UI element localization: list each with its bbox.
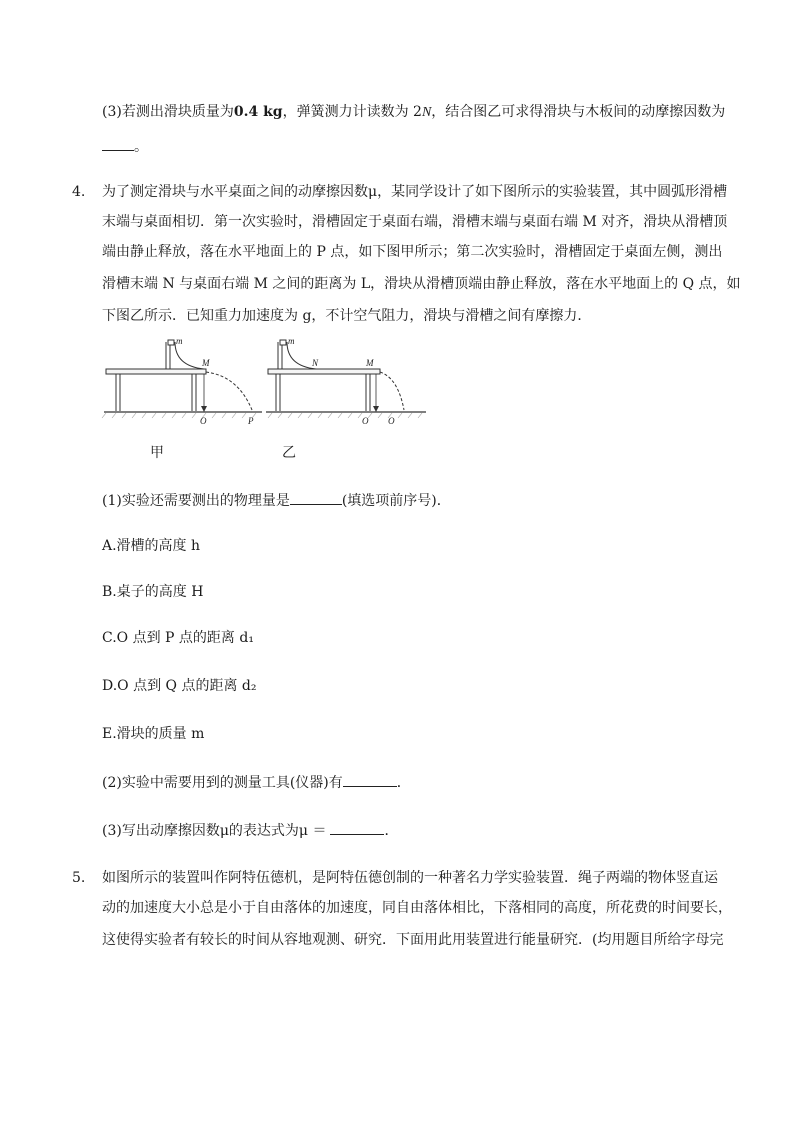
answer-blank[interactable] (102, 136, 134, 151)
option-a: A.滑槽的高度 h (102, 538, 201, 554)
q3-end: 。 (134, 139, 148, 155)
q4-sub1 (102, 490, 451, 511)
answer-blank-2[interactable] (343, 772, 397, 787)
label-m-jia: m (176, 336, 183, 346)
q5-line-3: 这使得实验者有较长的时间从容地观测、研究．下面用此用装置进行能量研究．(均用题目所给字母完 (102, 932, 724, 948)
label-M-jia: M (202, 358, 210, 368)
label-O-jia: O (200, 416, 207, 424)
figure-label-jia: 甲 (150, 445, 164, 461)
answer-blank-1[interactable] (290, 490, 342, 505)
q3-unit: N (421, 105, 432, 120)
figure-label-yi: 乙 (282, 445, 296, 461)
q4-sub2-text: (2)实验中需要用到的测量工具(仪器)有 (102, 775, 343, 791)
q5-number: 5. (72, 870, 86, 886)
apparatus-diagram (100, 334, 430, 424)
option-d: D.O 点到 Q 点的距离 d₂ (102, 678, 257, 694)
q4-line-4: 滑槽末端 N 与桌面右端 M 之间的距离为 L，滑块从滑槽顶端由静止释放，落在水平地面上的 Q 点，如 (102, 276, 741, 292)
label-N: N (312, 358, 319, 368)
table-top-yi (268, 369, 380, 374)
q4-line-2: 末端与桌面相切．第一次实验时，滑槽固定于桌面右端，滑槽末端与桌面右端 M 对齐，滑块从滑槽顶 (102, 214, 728, 230)
label-m-yi: m (288, 336, 295, 346)
option-e: E.滑块的质量 m (102, 726, 205, 742)
q4-sub2 (102, 772, 411, 793)
q4-sub3-end: ． (384, 823, 399, 839)
experiment-figure (100, 334, 430, 464)
trajectory-yi (380, 372, 404, 410)
q4-line-3: 端由静止释放，落在水平地面上的 P 点，如下图甲所示；第二次实验时，滑槽固定于桌面左侧，测出 (102, 244, 723, 260)
q3-text-a: (3)若测出滑块质量为 (102, 104, 234, 120)
q4-sub2-end: ． (396, 775, 411, 791)
answer-blank-3[interactable] (330, 820, 384, 835)
label-M-yi: M (366, 358, 374, 368)
option-b: B.桌子的高度 H (102, 584, 204, 600)
table-top-jia (106, 369, 206, 374)
q4-sub1-text: (1)实验还需要测出的物理量是 (102, 493, 290, 509)
q3-line2 (102, 136, 148, 157)
q4-line-5: 下图乙所示．已知重力加速度为 g，不计空气阻力，滑块与滑槽之间有摩擦力． (102, 308, 592, 324)
q4-number: 4. (72, 184, 86, 200)
q5-line-1: 如图所示的装置叫作阿特伍德机，是阿特伍德创制的一种著名力学实验装置．绳子两端的物体竖直运 (102, 870, 718, 886)
arc-groove-jia (175, 342, 204, 369)
option-c: C.O 点到 P 点的距离 d₁ (102, 630, 254, 646)
label-P: P (248, 416, 254, 424)
q4-line-1: 为了测定滑块与水平桌面之间的动摩擦因数μ，某同学设计了如下图所示的实验装置，其中圆弧形滑槽 (102, 184, 728, 200)
q3-text-c: ，结合图乙可求得滑块与木板间的动摩擦因数为 (431, 104, 726, 120)
q3-text-b: ，弹簧测力计读数为 2 (282, 104, 422, 120)
q4-sub3-text: (3)写出动摩擦因数μ的表达式为μ ＝ (102, 823, 327, 839)
q4-sub3 (102, 820, 398, 841)
trajectory-jia (206, 372, 252, 410)
q3-line1 (102, 102, 725, 123)
q3-mass: 0.4 kg (233, 104, 283, 120)
q5-line-2: 动的加速度大小总是小于自由落体的加速度，同自由落体相比，下落相同的高度，所花费的时间要长， (102, 900, 732, 916)
label-Q: Q (388, 416, 395, 424)
label-O-yi: O (362, 416, 369, 424)
q4-sub1-end: (填选项前序号)． (341, 493, 451, 509)
